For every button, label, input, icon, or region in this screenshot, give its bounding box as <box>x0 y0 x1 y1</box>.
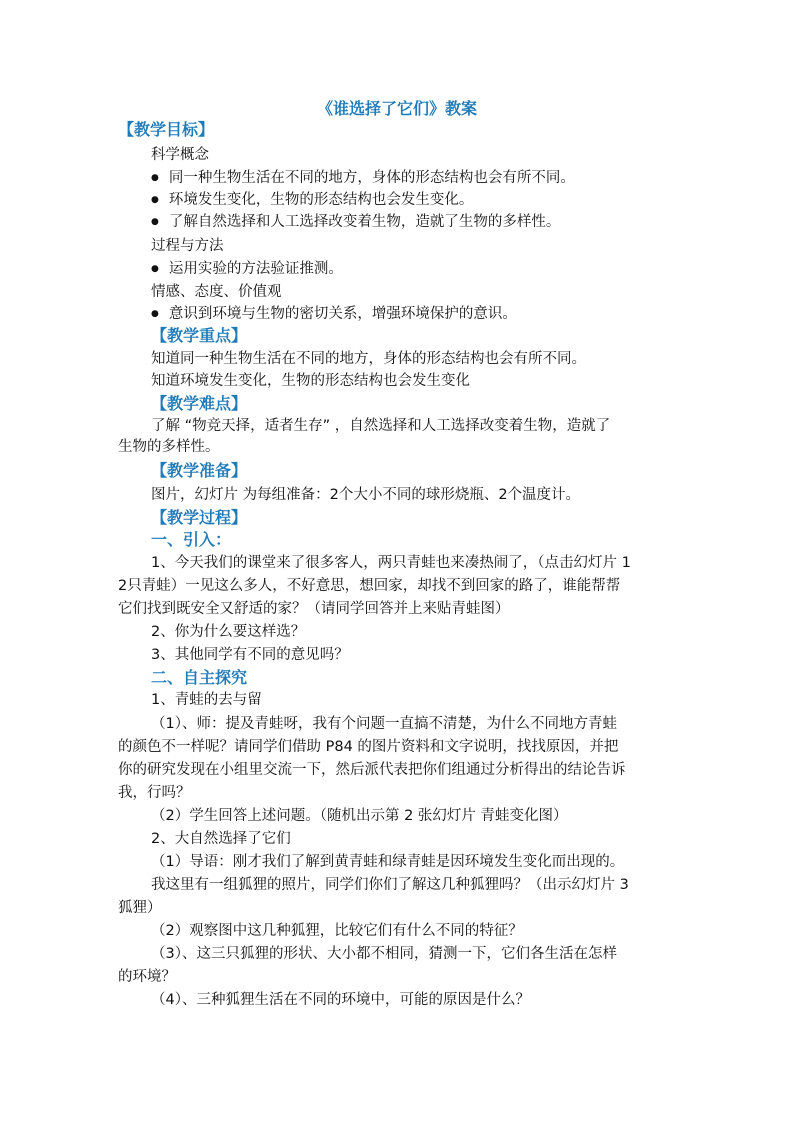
list-item: ● 了解自然选择和人工选择改变着生物，造就了生物的多样性。 <box>151 212 560 234</box>
paragraph-line: （3）、这三只狐狸的形状、大小都不相同，猜测一下，它们各生活在怎样 <box>151 946 617 962</box>
paragraph-line: 我这里有一组狐狸的照片，同学们你们了解这几种狐狸吗？（出示幻灯片 3 <box>151 877 629 893</box>
prep-heading: 【教学准备】 <box>151 461 248 480</box>
subsection-heading: 1、青蛙的去与留 <box>151 692 262 708</box>
paragraph-line: 3、其他同学有不同的意见吗？ <box>151 647 349 663</box>
paragraph-line: 2、你为什么要这样选？ <box>151 624 306 640</box>
process-method-label: 过程与方法 <box>151 238 224 254</box>
paragraph-line: （1）、师：提及青蛙呀，我有个问题一直搞不清楚，为什么不同地方青蛙 <box>151 716 617 732</box>
paragraph-line: 1、今天我们的课堂来了很多客人，两只青蛙也来凑热闹了，（点击幻灯片 1 <box>151 555 631 571</box>
list-item: ● 运用实验的方法验证推测。 <box>151 259 343 281</box>
part2-heading: 二、自主探究 <box>151 668 248 687</box>
part1-heading: 一、引入： <box>151 530 232 549</box>
list-item: ● 意识到环境与生物的密切关系，增强环境保护的意识。 <box>151 304 517 326</box>
sci-concept-label: 科学概念 <box>151 147 209 163</box>
paragraph-line: （4）、三种狐狸生活在不同的环境中，可能的原因是什么？ <box>151 992 530 1008</box>
paragraph-line: 2只青蛙）一见这么多人，不好意思，想回家，却找不到回家的路了，谁能帮帮 <box>118 578 621 594</box>
goals-heading: 【教学目标】 <box>118 120 215 139</box>
document-title: 《谁选择了它们》教案 <box>316 99 477 118</box>
process-heading: 【教学过程】 <box>151 508 248 527</box>
paragraph-line: （2）观察图中这几种狐狸，比较它们有什么不同的特征？ <box>151 923 523 939</box>
difficult-line: 生物的多样性。 <box>118 439 220 455</box>
paragraph-line: 的环境？ <box>118 969 176 985</box>
key-heading: 【教学重点】 <box>151 326 248 345</box>
paragraph-line: （2）学生回答上述问题。（随机出示第 2 张幻灯片 青蛙变化图） <box>151 808 568 824</box>
paragraph-line: 狐狸） <box>118 900 162 916</box>
attitude-label: 情感、态度、价值观 <box>151 284 282 300</box>
paragraph-line: 我，行吗？ <box>118 785 191 801</box>
list-item: ● 同一种生物生活在不同的地方，身体的形态结构也会有所不同。 <box>151 168 575 190</box>
paragraph-line: 你的研究发现在小组里交流一下，然后派代表把你们组通过分析得出的结论告诉 <box>118 762 626 778</box>
paragraph-line: 的颜色不一样呢？请同学们借助 P84 的图片资料和文字说明，找找原因，并把 <box>118 739 619 755</box>
key-line: 知道同一种生物生活在不同的地方，身体的形态结构也会有所不同。 <box>151 351 586 367</box>
key-line: 知道环境发生变化，生物的形态结构也会发生变化 <box>151 373 470 389</box>
difficult-line: 了解 “物竞天择，适者生存” ，自然选择和人工选择改变着生物，造就了 <box>151 418 611 434</box>
subsection-heading: 2、大自然选择了它们 <box>151 831 291 847</box>
paragraph-line: （1）导语：刚才我们了解到黄青蛙和绿青蛙是因环境发生变化而出现的。 <box>151 854 625 870</box>
paragraph-line: 它们找到既安全又舒适的家？（请同学回答并上来贴青蛙图） <box>118 601 510 617</box>
difficult-heading: 【教学难点】 <box>151 394 248 413</box>
list-item: ● 环境发生变化，生物的形态结构也会发生变化。 <box>151 190 473 212</box>
prep-line: 图片，幻灯片 为每组准备：2个大小不同的球形烧瓶、2个温度计。 <box>151 487 581 503</box>
